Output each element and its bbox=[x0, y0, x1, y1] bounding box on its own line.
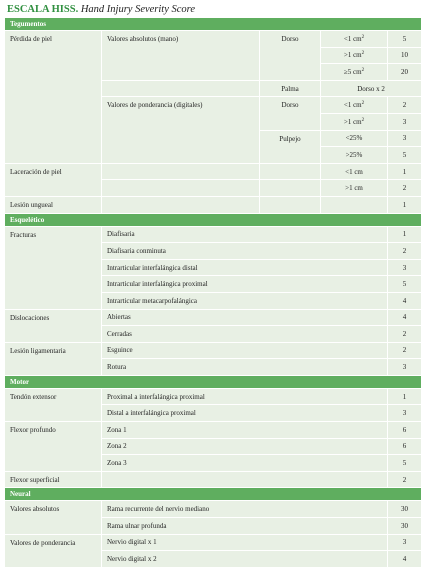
table-row bbox=[4, 226, 421, 243]
category-label: Lesión ligamentaria bbox=[4, 342, 101, 375]
title-main: ESCALA HISS. bbox=[7, 4, 79, 15]
range-label: <1 $cm^2$ bbox=[320, 30, 387, 47]
category-label: Fracturas bbox=[4, 226, 101, 309]
empty-cell bbox=[101, 80, 259, 97]
table-row bbox=[4, 388, 421, 405]
table-row bbox=[4, 342, 421, 359]
score-value: 4 bbox=[387, 309, 421, 326]
item-label: Abiertas bbox=[101, 309, 387, 326]
score-value: 3 bbox=[387, 130, 421, 147]
score-value: 1 bbox=[387, 226, 421, 243]
empty-cell bbox=[259, 179, 320, 196]
range-label: ≥5 $cm^2$ bbox=[320, 63, 387, 80]
score-value: 4 bbox=[387, 550, 421, 567]
table-row bbox=[4, 421, 421, 438]
item-label: Proximal a interfalángica proximal bbox=[101, 388, 387, 405]
item-label: Esguince bbox=[101, 342, 387, 359]
item-label: Zona 1 bbox=[101, 421, 387, 438]
table-row bbox=[4, 163, 421, 180]
range-label: <25% bbox=[320, 130, 387, 147]
table-row bbox=[4, 500, 421, 517]
item-label: Zona 2 bbox=[101, 438, 387, 455]
item-label: Zona 3 bbox=[101, 454, 387, 471]
location-label: Pulpejo bbox=[259, 130, 320, 163]
section-header-neural bbox=[4, 487, 421, 500]
item-label: Nervio digital x 1 bbox=[101, 534, 387, 551]
section-title: Esquelético bbox=[4, 213, 421, 226]
section-header-motor bbox=[4, 375, 421, 388]
item-label: Rotura bbox=[101, 358, 387, 375]
score-value: 1 bbox=[387, 163, 421, 180]
score-value: Dorso x 2 bbox=[320, 80, 421, 97]
item-label: Diafisaria bbox=[101, 226, 387, 243]
section-title: Motor bbox=[4, 375, 421, 388]
empty-cell bbox=[101, 196, 259, 213]
category-label: Dislocaciones bbox=[4, 309, 101, 342]
score-value: 2 bbox=[387, 179, 421, 196]
score-value: 2 bbox=[387, 96, 421, 113]
score-value: 30 bbox=[387, 500, 421, 517]
category-label: Valores de ponderancia bbox=[4, 534, 101, 567]
item-label: Intrarticular interfalángica distal bbox=[101, 259, 387, 276]
score-value: 1 bbox=[387, 388, 421, 405]
score-value: 3 bbox=[387, 404, 421, 421]
score-value: 3 bbox=[387, 259, 421, 276]
empty-cell bbox=[101, 471, 387, 488]
score-value: 2 bbox=[387, 325, 421, 342]
score-value: 5 bbox=[387, 454, 421, 471]
category-label: Tendón extensor bbox=[4, 388, 101, 421]
category-label: Pérdida de piel bbox=[4, 30, 101, 163]
item-label: Intrarticular metacarpofalángica bbox=[101, 292, 387, 309]
item-label: Rama recurrente del nervio mediano bbox=[101, 500, 387, 517]
score-value: 3 bbox=[387, 113, 421, 130]
score-value: 1 bbox=[387, 196, 421, 213]
empty-cell bbox=[259, 196, 320, 213]
table-row bbox=[4, 471, 421, 488]
score-value: 2 bbox=[387, 342, 421, 359]
score-value: 5 bbox=[387, 275, 421, 292]
category-label: Lesión ungueal bbox=[4, 196, 101, 213]
subcategory-label: Valores de ponderancia (digitales) bbox=[101, 96, 259, 162]
score-value: 6 bbox=[387, 421, 421, 438]
category-label: Laceración de piel bbox=[4, 163, 101, 196]
category-label: Flexor profundo bbox=[4, 421, 101, 471]
score-value: 5 bbox=[387, 30, 421, 47]
category-label: Flexor superficial bbox=[4, 471, 101, 488]
score-value: 10 bbox=[387, 47, 421, 64]
table-row bbox=[4, 196, 421, 213]
score-value: 2 bbox=[387, 471, 421, 488]
item-label: Nervio digital x 2 bbox=[101, 550, 387, 567]
score-value: 3 bbox=[387, 534, 421, 551]
score-value: 5 bbox=[387, 146, 421, 163]
empty-cell bbox=[101, 179, 259, 196]
score-value: 6 bbox=[387, 438, 421, 455]
section-title: Tegumentos bbox=[4, 17, 421, 30]
score-value: 30 bbox=[387, 517, 421, 534]
location-label: Dorso bbox=[259, 96, 320, 129]
table-row bbox=[4, 30, 421, 47]
location-label: Dorso bbox=[259, 30, 320, 80]
empty-cell bbox=[259, 163, 320, 180]
title-subtitle: Hand Injury Severity Score bbox=[80, 4, 196, 15]
hiss-table bbox=[4, 17, 421, 567]
score-value: 3 bbox=[387, 358, 421, 375]
item-label: Diafisaria conminuta bbox=[101, 242, 387, 259]
section-title: Neural bbox=[4, 487, 421, 500]
range-label: <1 $cm^2$ bbox=[320, 96, 387, 113]
empty-cell bbox=[320, 196, 387, 213]
section-header-esqueletico bbox=[4, 213, 421, 226]
location-label: Palma bbox=[259, 80, 320, 97]
section-header-tegumentos bbox=[4, 17, 421, 30]
score-value: 20 bbox=[387, 63, 421, 80]
item-label: Intrarticular interfalángica proximal bbox=[101, 275, 387, 292]
table-row bbox=[4, 534, 421, 551]
score-value: 2 bbox=[387, 242, 421, 259]
item-label: Cerradas bbox=[101, 325, 387, 342]
range-label: >25% bbox=[320, 146, 387, 163]
document-title bbox=[7, 4, 195, 15]
range-label: >1 $cm^2$ bbox=[320, 113, 387, 130]
range-label: <1 cm bbox=[320, 163, 387, 180]
item-label: Rama ulnar profunda bbox=[101, 517, 387, 534]
range-label: >1 cm bbox=[320, 179, 387, 196]
range-label: >1 $cm^2$ bbox=[320, 47, 387, 64]
score-value: 4 bbox=[387, 292, 421, 309]
table-row bbox=[4, 309, 421, 326]
subcategory-label: Valores absolutos (mano) bbox=[101, 30, 259, 80]
item-label: Distal a interfalángica proximal bbox=[101, 404, 387, 421]
empty-cell bbox=[101, 163, 259, 180]
category-label: Valores absolutos bbox=[4, 500, 101, 533]
